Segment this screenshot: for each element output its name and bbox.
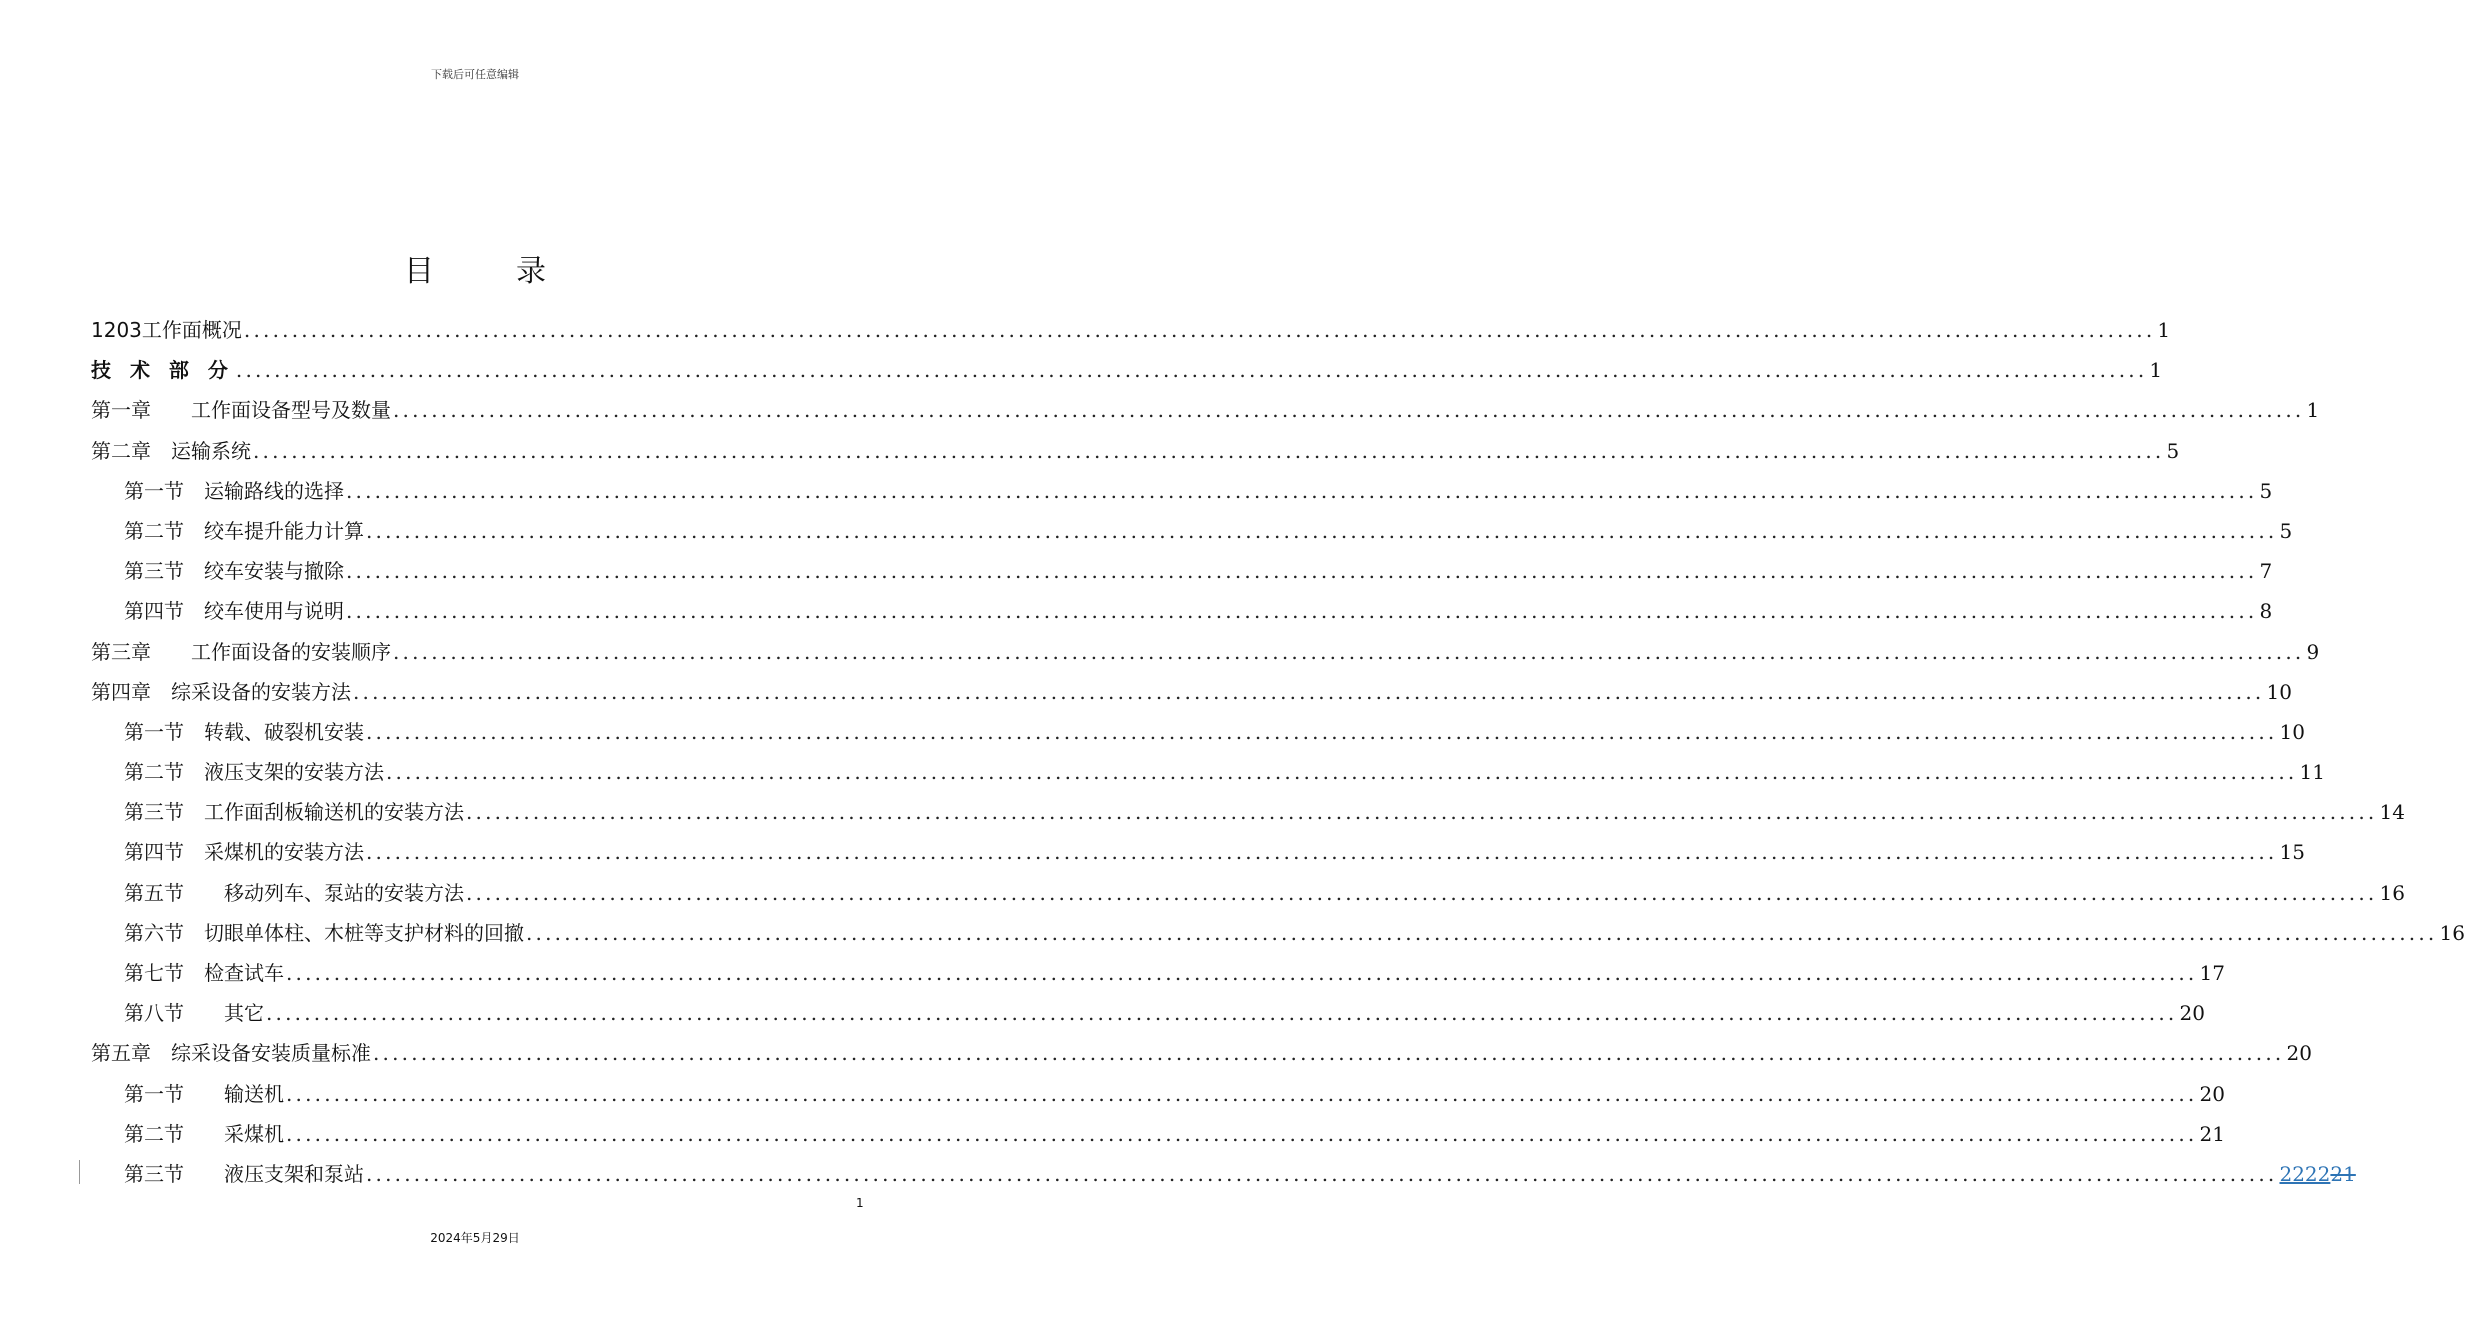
toc-entry[interactable]	[91, 712, 2305, 752]
toc-dot-leader: ........................................................................................................................................................................................................	[346, 559, 2258, 584]
footer-date: 2024年5月29日	[430, 1231, 520, 1245]
page-number: 1	[856, 1196, 864, 1210]
toc-dot-leader: ........................................................................................................................................................................................................	[366, 719, 2278, 744]
toc-entry[interactable]	[91, 511, 2293, 551]
toc-entry[interactable]	[91, 632, 2320, 672]
toc-dot-leader: ........................................................................................................................................................................................................	[346, 599, 2258, 624]
toc-entry[interactable]	[91, 792, 2405, 832]
toc-dot-leader: ........................................................................................................................................................................................................	[353, 679, 2265, 704]
toc-entry-label: 第二章 运输系统	[91, 438, 251, 463]
toc-page-number: 1	[2306, 398, 2320, 423]
toc-entry-label: 第一章 工作面设备型号及数量	[91, 398, 391, 423]
revision-inserted-page: 2222	[2279, 1161, 2331, 1186]
toc-dot-leader: ........................................................................................................................................................................................................	[253, 438, 2165, 463]
toc-dot-leader: ........................................................................................................................................................................................................	[346, 478, 2258, 503]
page-title	[0, 246, 950, 290]
toc-page-number: 11	[2299, 760, 2325, 785]
header-note: 下载后可任意编辑	[431, 68, 519, 81]
revision-change-bar	[79, 1160, 80, 1184]
toc-entry[interactable]	[91, 1033, 2312, 1073]
toc-page-number: 9	[2306, 639, 2320, 664]
toc-entry[interactable]	[91, 310, 2171, 350]
toc-entry[interactable]	[91, 390, 2320, 430]
toc-entry-label: 第三节 液压支架和泵站	[124, 1161, 364, 1186]
toc-dot-leader: ........................................................................................................................................................................................................	[466, 880, 2378, 905]
toc-entry-label: 第七节 检查试车	[124, 961, 284, 985]
toc-dot-leader: ........................................................................................................................................................................................................	[266, 1001, 2178, 1026]
toc-page-number: 5	[2166, 438, 2180, 463]
toc-page-number	[2279, 1154, 2355, 1194]
toc-page-number: 10	[2266, 679, 2292, 704]
toc-dot-leader: ........................................................................................................................................................................................................	[386, 760, 2298, 785]
toc-entry-label: 第八节 其它	[124, 1001, 264, 1026]
toc-page-number: 20	[2199, 1081, 2225, 1106]
toc-page-number: 5	[2279, 518, 2293, 543]
toc-entry[interactable]	[91, 672, 2292, 712]
toc-dot-leader: ........................................................................................................................................................................................................	[286, 1081, 2198, 1106]
title-right: 录	[516, 254, 546, 289]
toc-dot-leader: ........................................................................................................................................................................................................	[235, 358, 2148, 383]
toc-entry-label: 第五章 综采设备安装质量标准	[91, 1041, 371, 1066]
toc-dot-leader: ........................................................................................................................................................................................................	[366, 840, 2278, 865]
toc-entry-label: 第二节 绞车提升能力计算	[124, 518, 364, 543]
toc-entry[interactable]	[91, 471, 2273, 511]
toc-dot-leader: ........................................................................................................................................................................................................	[393, 639, 2305, 664]
toc-entry[interactable]	[91, 1114, 2225, 1154]
toc-entry-label: 第五节 移动列车、泵站的安装方法	[124, 880, 464, 905]
toc-dot-leader: ........................................................................................................................................................................................................	[286, 1121, 2198, 1146]
toc-entry-label: 第一节 输送机	[124, 1081, 284, 1106]
toc-entry[interactable]	[91, 913, 2465, 953]
toc-entry[interactable]	[91, 431, 2180, 471]
toc-entry-label: 技 术 部 分	[91, 358, 234, 383]
toc-page-number: 1	[2149, 358, 2163, 383]
toc-entry-label: 第三节 工作面刮板输送机的安装方法	[124, 800, 464, 825]
toc-page-number: 20	[2286, 1041, 2312, 1066]
toc-entry-label: 第三节 绞车安装与撤除	[124, 559, 344, 584]
toc-entry[interactable]	[91, 1154, 2356, 1194]
toc-entry[interactable]	[91, 832, 2305, 872]
toc-entry-label: 第二节 采煤机	[124, 1121, 284, 1146]
toc-entry-label: 第一节 运输路线的选择	[124, 478, 344, 503]
toc-page-number: 7	[2259, 559, 2273, 584]
toc-dot-leader: ........................................................................................................................................................................................................	[366, 1161, 2278, 1186]
toc-dot-leader: ........................................................................................................................................................................................................	[366, 518, 2278, 543]
toc-page-number: 14	[2379, 800, 2405, 825]
toc-page-number: 20	[2179, 1001, 2205, 1026]
toc-dot-leader: ........................................................................................................................................................................................................	[286, 961, 2198, 985]
toc-page-number: 17	[2199, 961, 2225, 985]
toc-entry-label: 第二节 液压支架的安装方法	[124, 760, 384, 785]
toc-entry[interactable]	[91, 591, 2273, 631]
toc-page-number: 1	[2157, 318, 2171, 342]
toc-page-number: 10	[2279, 719, 2305, 744]
title-left: 目	[404, 254, 434, 289]
toc-entry[interactable]	[91, 1074, 2225, 1114]
toc-page-number: 15	[2279, 840, 2305, 865]
toc-entry[interactable]	[91, 993, 2205, 1033]
toc-entry[interactable]	[91, 873, 2405, 913]
toc-dot-leader: ........................................................................................................................................................................................................	[466, 800, 2378, 825]
toc-entry-label: 第四节 绞车使用与说明	[124, 599, 344, 624]
toc-entry[interactable]	[91, 953, 2225, 993]
toc-entry[interactable]	[91, 350, 2163, 390]
toc-entry-label: 1203工作面概况	[91, 318, 242, 342]
toc-entry-label: 第一节 转载、破裂机安装	[124, 719, 364, 744]
revision-deleted-page: 21	[2330, 1161, 2356, 1186]
toc-dot-leader: ........................................................................................................................................................................................................	[393, 398, 2305, 423]
toc-entry[interactable]	[91, 551, 2273, 591]
toc-entry-label: 第四章 综采设备的安装方法	[91, 679, 351, 704]
toc-page-number: 16	[2379, 880, 2405, 905]
toc-dot-leader: ........................................................................................................................................................................................................	[373, 1041, 2285, 1066]
table-of-contents	[91, 310, 2465, 1194]
toc-page-number: 21	[2199, 1121, 2225, 1146]
toc-entry-label: 第四节 采煤机的安装方法	[124, 840, 364, 865]
toc-entry-label: 第三章 工作面设备的安装顺序	[91, 639, 391, 664]
toc-entry[interactable]	[91, 752, 2325, 792]
toc-page-number: 16	[2439, 920, 2465, 945]
toc-dot-leader: ........................................................................................................................................................................................................	[526, 920, 2438, 945]
toc-dot-leader: ........................................................................................................................................................................................................	[243, 318, 2156, 342]
toc-page-number: 8	[2259, 599, 2273, 624]
toc-page-number: 5	[2259, 478, 2273, 503]
toc-entry-label: 第六节 切眼单体柱、木桩等支护材料的回撤	[124, 920, 524, 945]
